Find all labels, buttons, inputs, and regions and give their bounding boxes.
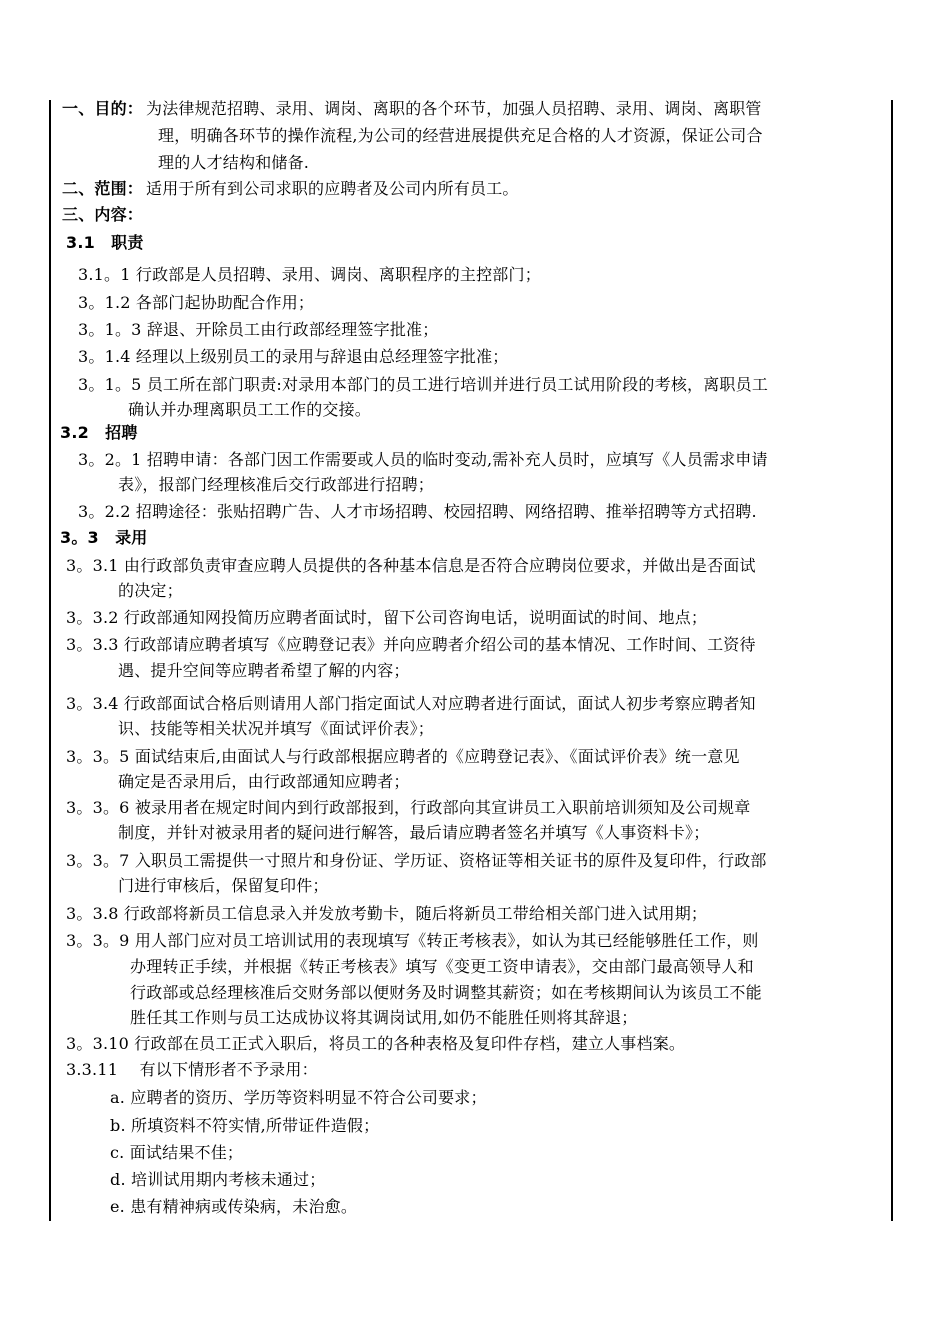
item-3-3-4-line-2: 识、技能等相关状况并填写《面试评价表》； [118, 719, 435, 738]
section-purpose-line-2: 理，明确各环节的操作流程,为公司的经营进展提供充足合格的人才资源，保证公司合 [158, 126, 763, 145]
item-3-1-3: 3。1。3 辞退、开除员工由行政部经理签字批准； [78, 320, 439, 339]
item-3-1-2: 3。1.2 各部门起协助配合作用； [78, 293, 315, 312]
item-3-3-6-line-1: 3。3。6 被录用者在规定时间内到行政部报到，行政部向其宣讲员工入职前培训须知及公司规章 [66, 798, 751, 817]
item-3-1-1: 3.1。1 行政部是人员招聘、录用、调岗、离职程序的主控部门； [78, 265, 541, 284]
item-3-3-11: 3.3.11 有以下情形者不予录用： [66, 1060, 318, 1079]
item-3-2-1-line-1: 3。2。1 招聘申请：各部门因工作需要或人员的临时变动,需补充人员时，应填写《人员需求申请 [78, 450, 768, 469]
section-content-label: 三、内容： [62, 205, 144, 224]
item-3-3-10: 3。3.10 行政部在员工正式入职后，将员工的各种表格及复印件存档，建立人事档案。 [66, 1034, 686, 1053]
item-3-3-9-line-4: 胜任其工作则与员工达成协议将其调岗试用,如仍不能胜任则将其辞退； [130, 1008, 638, 1027]
item-3-3-5-line-1: 3。3。5 面试结束后,由面试人与行政部根据应聘者的《应聘登记表》、《面试评价表》统一意见 [66, 747, 740, 766]
item-3-3-3-line-2: 遇、提升空间等应聘者希望了解的内容； [118, 661, 410, 680]
section-purpose-label: 一、目的： [62, 99, 144, 118]
item-3-2-1-line-2: 表》，报部门经理核准后交行政部进行招聘； [118, 475, 435, 494]
condition-a: a. 应聘者的资历、学历等资料明显不符合公司要求； [110, 1088, 487, 1107]
condition-b: b. 所填资料不符实情,所带证件造假； [110, 1116, 380, 1135]
condition-c: c. 面试结果不佳； [110, 1143, 244, 1162]
heading-3-2: 3.2 招聘 [60, 423, 138, 442]
item-3-3-3-line-1: 3。3.3 行政部请应聘者填写《应聘登记表》并向应聘者介绍公司的基本情况、工作时间、工资待 [66, 635, 756, 654]
item-3-3-7-line-1: 3。3。7 入职员工需提供一寸照片和身份证、学历证、资格证等相关证书的原件及复印件，行政部 [66, 851, 767, 870]
section-purpose-line-3: 理的人才结构和储备. [158, 153, 310, 172]
item-3-3-5-line-2: 确定是否录用后，由行政部通知应聘者； [118, 772, 410, 791]
item-3-3-1-line-2: 的决定； [118, 581, 183, 600]
item-3-1-5-line-2: 确认并办理离职员工工作的交接。 [128, 400, 372, 419]
item-3-3-9-line-3: 行政部或总经理核准后交财务部以便财务及时调整其薪资；如在考核期间认为该员工不能 [130, 983, 762, 1002]
item-3-3-9-line-1: 3。3。9 用人部门应对员工培训试用的表现填写《转正考核表》，如认为其已经能够胜任工作，则 [66, 931, 759, 950]
item-3-3-6-line-2: 制度，并针对被录用者的疑问进行解答，最后请应聘者签名并填写《人事资料卡》； [118, 823, 710, 842]
item-3-2-2: 3。2.2 招聘途径：张贴招聘广告、人才市场招聘、校园招聘、网络招聘、推举招聘等方式招聘. [78, 502, 757, 521]
item-3-3-7-line-2: 门进行审核后，保留复印件； [118, 876, 329, 895]
heading-3-3: 3。3 录用 [60, 528, 148, 547]
condition-d: d. 培训试用期内考核未通过； [110, 1170, 326, 1189]
item-3-3-1-line-1: 3。3.1 由行政部负责审查应聘人员提供的各种基本信息是否符合应聘岗位要求，并做出是否面试 [66, 556, 756, 575]
section-scope-label: 二、范围： [62, 179, 144, 198]
item-3-3-9-line-2: 办理转正手续，并根据《转正考核表》填写《变更工资申请表》，交由部门最高领导人和 [130, 957, 754, 976]
section-scope-text: 适用于所有到公司求职的应聘者及公司内所有员工。 [146, 179, 519, 198]
item-3-3-4-line-1: 3。3.4 行政部面试合格后则请用人部门指定面试人对应聘者进行面试，面试人初步考察应聘者知 [66, 694, 756, 713]
item-3-1-4: 3。1.4 经理以上级别员工的录用与辞退由总经理签字批准； [78, 347, 509, 366]
item-3-3-2: 3。3.2 行政部通知网投简历应聘者面试时，留下公司咨询电话，说明面试的时间、地点； [66, 608, 708, 627]
item-3-1-5-line-1: 3。1。5 员工所在部门职责:对录用本部门的员工进行培训并进行员工试用阶段的考核，离职员工 [78, 375, 769, 394]
condition-e: e. 患有精神病或传染病，未治愈。 [110, 1197, 358, 1216]
section-purpose-line-1: 为法律规范招聘、录用、调岗、离职的各个环节，加强人员招聘、录用、调岗、离职管 [146, 99, 762, 118]
heading-3-1: 3.1 职责 [66, 233, 144, 252]
item-3-3-8: 3。3.8 行政部将新员工信息录入并发放考勤卡，随后将新员工带给相关部门进入试用期； [66, 904, 708, 923]
